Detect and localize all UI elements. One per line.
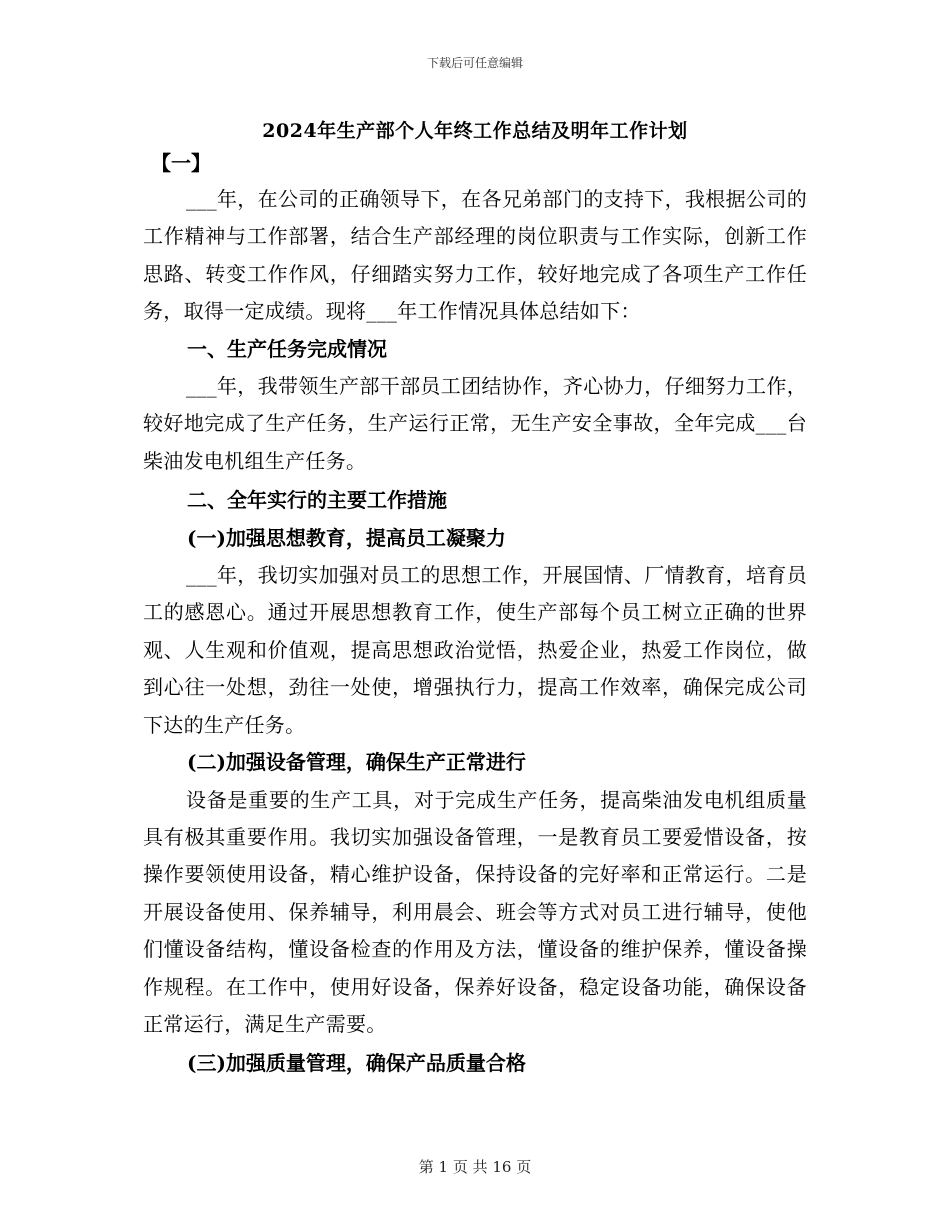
document-title: 2024年生产部个人年终工作总结及明年工作计划 bbox=[262, 120, 688, 142]
subheading-equipment-management: (二)加强设备管理，确保生产正常进行 bbox=[187, 750, 526, 775]
heading-production-tasks: 一、生产任务完成情况 bbox=[187, 336, 387, 361]
heading-main-measures: 二、全年实行的主要工作措施 bbox=[187, 488, 447, 513]
paragraph-production-tasks: ___年，我带领生产部干部员工团结协作，齐心协力，仔细努力工作，较好地完成了生产任务，生产运行正常，无生产安全事故，全年完成___台柴油发电机组生产任务。 bbox=[143, 374, 807, 473]
intro-paragraph: ___年，在公司的正确领导下，在各兄弟部门的支持下，我根据公司的工作精神与工作部署，结合生产部经理的岗位职责与工作实际，创新工作思路、转变工作作风，仔细踏实努力工作，较好地完成了各项生产工作任务，取得一定成绩。现将___年工作情况具体总结如下： bbox=[143, 187, 807, 324]
subheading-ideological-education: (一)加强思想教育，提高员工凝聚力 bbox=[187, 525, 506, 550]
paragraph-ideological-education: ___年，我切实加强对员工的思想工作，开展国情、厂情教育，培育员工的感恩心。通过开展思想教育工作，使生产部每个员工树立正确的世界观、人生观和价值观，提高思想政治觉悟，热爱企业，热爱工作岗位，做到心往一处想，劲往一处使，增强执行力，提高工作效率，确保完成公司下达的生产任务。 bbox=[143, 563, 807, 737]
section-label: 【一】 bbox=[151, 151, 211, 175]
page-number: 第 1 页 共 16 页 bbox=[418, 1158, 532, 1176]
document-body bbox=[143, 145, 807, 1083]
paragraph-equipment-management: 设备是重要的生产工具，对于完成生产任务，提高柴油发电机组质量具有极其重要作用。我切实加强设备管理，一是教育员工要爱惜设备，按操作要领使用设备，精心维护设备，保持设备的完好率和正常运行。二是开展设备使用、保养辅导，利用晨会、班会等方式对员工进行辅导，使他们懂设备结构，懂设备检查的作用及方法，懂设备的维护保养，懂设备操作规程。在工作中，使用好设备，保养好设备，稳定设备功能，确保设备正常运行，满足生产需要。 bbox=[143, 787, 807, 1036]
page-header-note: 下载后可任意编辑 bbox=[426, 56, 523, 70]
subheading-quality-management: (三)加强质量管理，确保产品质量合格 bbox=[187, 1051, 526, 1076]
